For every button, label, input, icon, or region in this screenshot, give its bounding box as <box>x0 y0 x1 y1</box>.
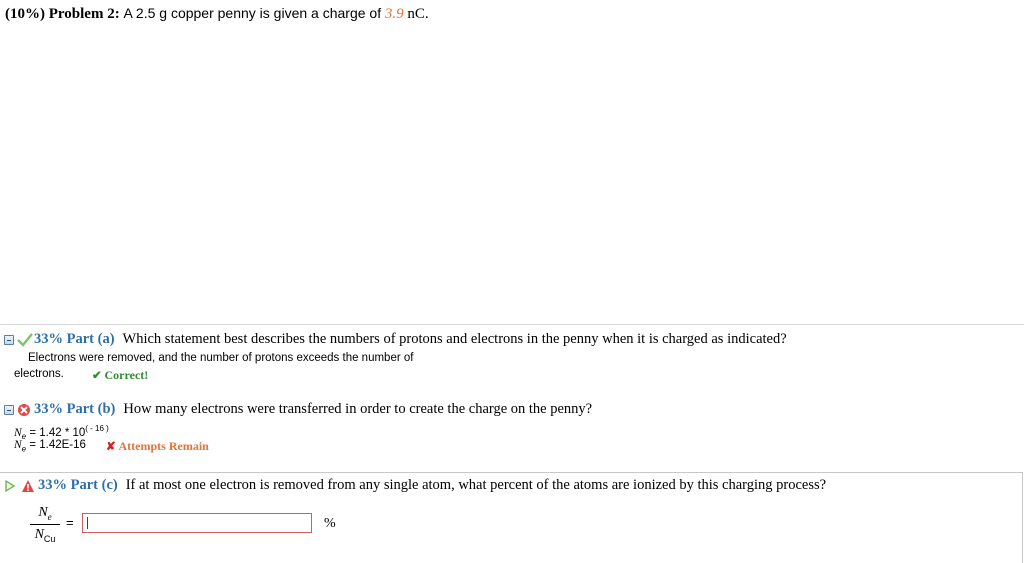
part-a-answer-line1: Electrons were removed, and the number of protons exceeds the number of <box>28 352 414 364</box>
fraction-denominator <box>30 527 60 544</box>
den-symbol: N <box>34 526 44 542</box>
num-sub: e <box>47 511 52 522</box>
part-b-header <box>4 401 592 418</box>
correct-label: Correct! <box>104 368 149 382</box>
problem-weight: (10%) <box>5 6 45 22</box>
check-icon: ✔ <box>92 370 102 382</box>
part-a-status <box>92 368 148 383</box>
collapse-icon[interactable] <box>4 405 14 415</box>
fraction-bar <box>30 524 60 525</box>
fraction-numerator <box>30 505 60 522</box>
part-a-header <box>4 331 787 348</box>
problem-title: Problem 2: <box>48 6 120 22</box>
text-caret <box>87 517 88 529</box>
ne-symbol: N <box>14 439 22 451</box>
ne-symbol: N <box>14 426 22 439</box>
part-a-answer-line2: electrons. <box>14 368 64 380</box>
part-a-separator <box>0 324 1024 325</box>
exponent: ( - 16 ) <box>85 424 109 433</box>
cross-icon <box>17 403 31 417</box>
symbolic-value: = 1.42 * 10 <box>29 426 86 439</box>
equals-sign: = <box>66 515 74 530</box>
part-b-question: How many electrons were transferred in order to create the charge on the penny? <box>123 401 593 417</box>
ne-sub: e <box>21 444 27 454</box>
part-b-status <box>106 439 209 454</box>
x-icon: ✘ <box>106 441 116 453</box>
charge-value: 3.9 <box>384 6 404 22</box>
part-b-numeric-answer <box>14 439 86 453</box>
play-icon[interactable] <box>4 479 18 493</box>
part-c-question: If at most one electron is removed from any single atom, what percent of the atoms are ionized by this charging process? <box>125 477 827 493</box>
numeric-value: = 1.42E-16 <box>29 439 86 451</box>
part-a-label[interactable]: 33% Part (a) <box>34 331 115 347</box>
collapse-icon[interactable] <box>4 335 14 345</box>
warning-icon <box>21 479 35 493</box>
answer-input[interactable] <box>82 513 312 533</box>
problem-header <box>5 5 429 23</box>
checkmark-icon <box>17 333 31 347</box>
part-c-label[interactable]: 33% Part (c) <box>38 477 118 493</box>
part-c-header <box>4 477 826 494</box>
attempts-remain-label: Attempts Remain <box>118 439 209 453</box>
num-symbol: N <box>38 505 48 520</box>
problem-text: A 2.5 g copper penny is given a charge of <box>123 5 382 21</box>
percent-unit: % <box>324 516 336 531</box>
charge-unit: nC. <box>407 6 429 22</box>
part-a-question: Which statement best describes the numbers of protons and electrons in the penny when it is charged as indicated? <box>122 331 787 347</box>
ratio-fraction <box>30 505 60 544</box>
part-b-label[interactable]: 33% Part (b) <box>34 401 116 417</box>
den-sub: Cu <box>43 533 56 544</box>
ne-sub: e <box>21 432 27 442</box>
